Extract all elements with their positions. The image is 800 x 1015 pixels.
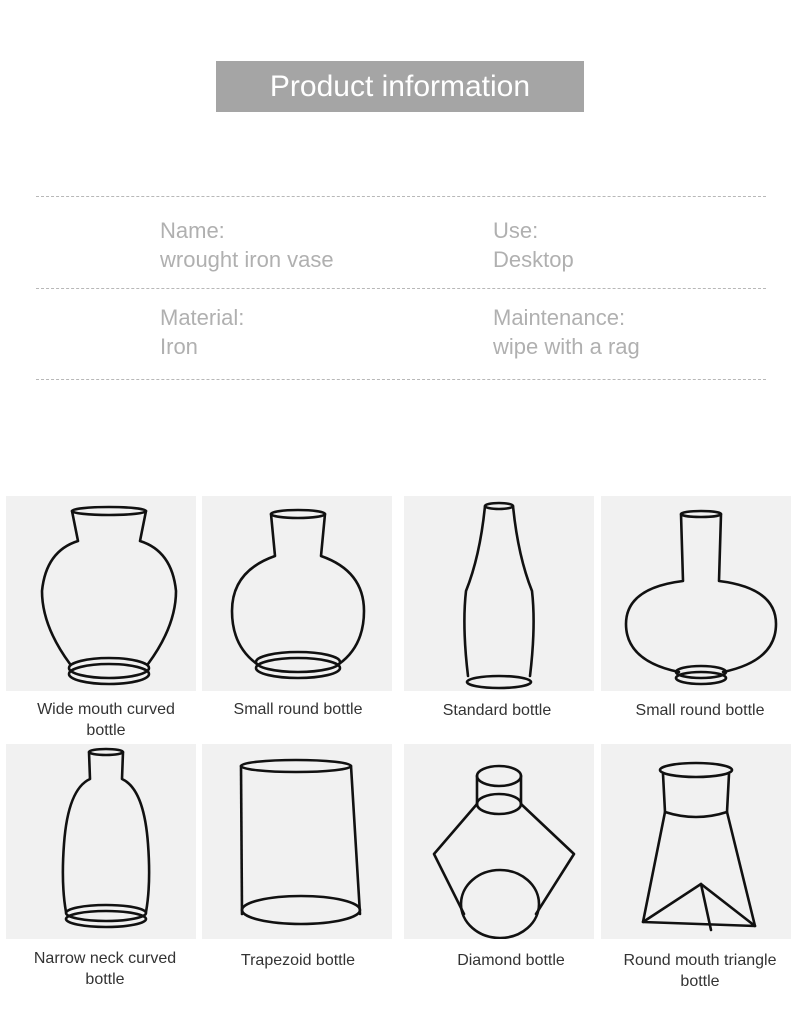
vase-narrow-neck-curved-icon [6,744,196,939]
spec-name [160,216,334,274]
spec-use [493,216,574,274]
product-caption: Diamond bottle [457,952,565,969]
product-caption: Round mouth triangle bottle [623,952,777,990]
product-image-diamond[interactable] [404,744,594,939]
divider [36,196,766,197]
vase-round-mouth-triangle-icon [601,744,791,939]
product-image-narrow-neck-curved[interactable] [6,744,196,939]
product-image-small-round-b[interactable] [601,496,791,691]
product-image-standard[interactable] [404,496,594,691]
spec-maintenance [493,303,640,361]
spec-label: Use: [493,218,539,243]
divider [36,288,766,289]
spec-value: wipe with a rag [493,334,640,359]
product-info-banner [216,61,584,112]
banner-title: Product information [269,69,531,103]
spec-value: Iron [160,334,198,359]
spec-label: Maintenance: [493,305,626,330]
vase-small-round-flat-icon [601,496,791,691]
spec-label: Name: [160,218,225,243]
product-caption: Narrow neck curved bottle [33,950,177,988]
vase-wide-mouth-curved-icon [6,496,196,691]
vase-diamond-icon [404,744,594,939]
product-caption: Small round bottle [233,701,363,718]
product-image-wide-mouth-curved[interactable] [6,496,196,691]
spec-material [160,303,244,361]
vase-trapezoid-icon [202,744,392,939]
spec-value: Desktop [493,247,574,272]
spec-value: wrought iron vase [160,247,334,272]
divider [36,379,766,380]
product-caption: Trapezoid bottle [240,952,356,969]
vase-small-round-icon [202,496,392,691]
spec-label: Material: [160,305,245,330]
product-image-trapezoid[interactable] [202,744,392,939]
vase-standard-icon [404,496,594,691]
product-caption: Standard bottle [442,702,552,719]
product-caption: Small round bottle [635,702,765,719]
product-caption: Wide mouth curved bottle [37,701,175,739]
product-image-small-round-a[interactable] [202,496,392,691]
product-image-triangle[interactable] [601,744,791,939]
